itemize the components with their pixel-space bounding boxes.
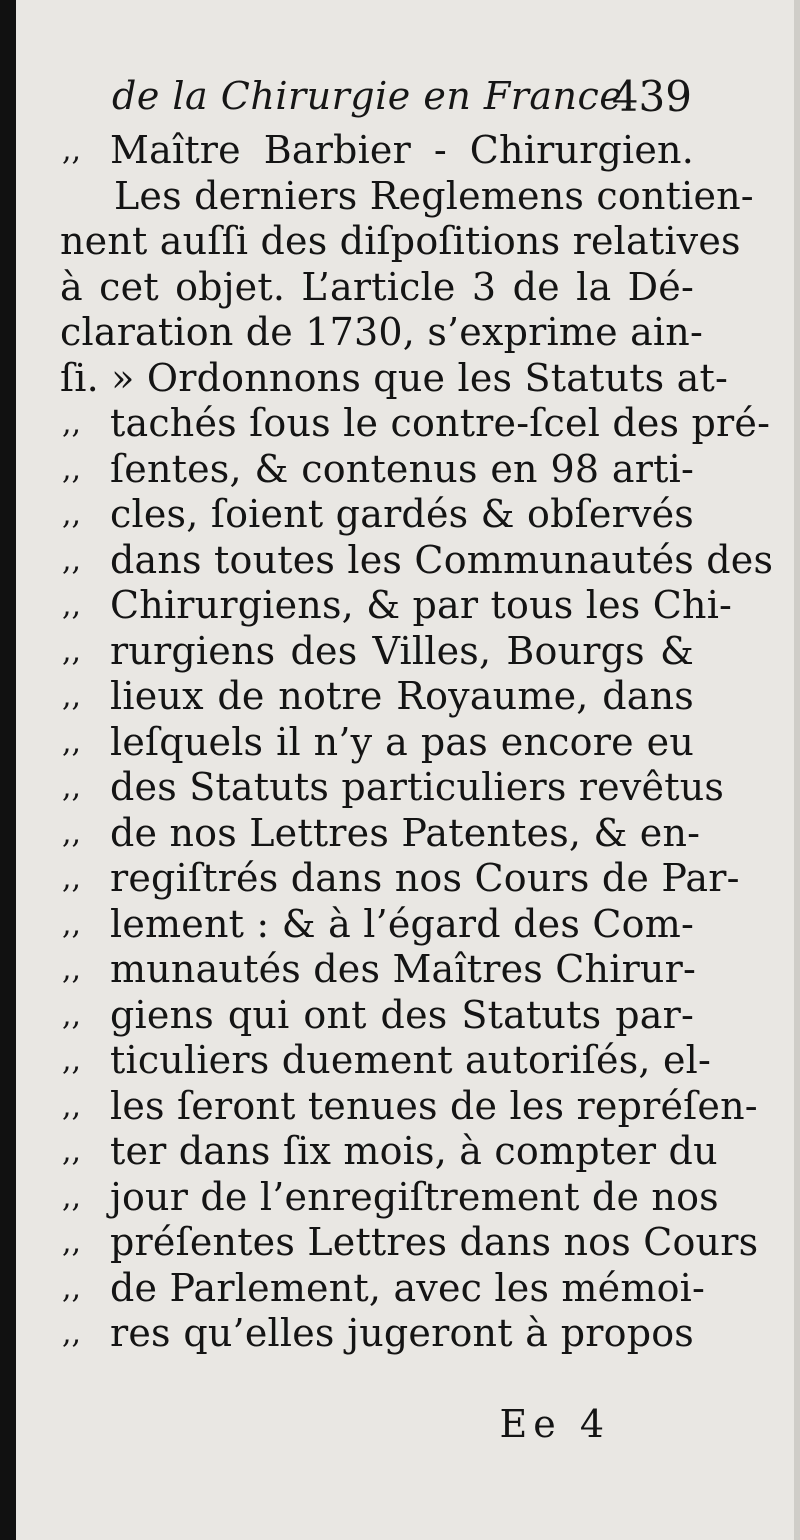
page-number: 439 (611, 72, 692, 121)
text-line (54, 1038, 712, 1084)
text-line (54, 1083, 758, 1130)
line-text: jour de l’enregiſtrement de nos (110, 1174, 719, 1219)
line-text: nent auſſi des diſpoſitions relatives (60, 219, 741, 263)
text-line (54, 401, 771, 447)
quotation-mark: ,, (62, 133, 82, 168)
line-text: Maître Barbier - Chirurgien. (110, 128, 694, 172)
quotation-mark: ,, (62, 997, 82, 1033)
line-text: ter dans ſix mois, à compter du (110, 1129, 718, 1173)
text-line (54, 856, 740, 902)
quotation-mark: ,, (62, 952, 82, 987)
text-line (54, 1129, 718, 1175)
line-text: regiſtrés dans nos Cours de Par- (110, 856, 740, 900)
quotation-mark: ,, (62, 406, 82, 441)
text-line (54, 1265, 706, 1312)
text-line (54, 1174, 719, 1221)
text-line (54, 810, 701, 857)
quotation-mark: ,, (62, 861, 82, 896)
line-text: res qu’elles jugeront à propos (110, 1311, 694, 1355)
page-binding-edge (0, 0, 16, 1540)
line-text: Les derniers Reglemens contien- (114, 173, 754, 218)
quotation-mark: ,, (62, 679, 82, 714)
line-text: rurgiens des Villes, Bourgs & (110, 628, 694, 673)
line-text: ſentes, & contenus en 98 arti- (110, 446, 694, 491)
text-line (54, 128, 694, 174)
text-line (54, 265, 694, 311)
running-title: de la Chirurgie en France. (112, 74, 635, 118)
text-line (54, 1220, 759, 1266)
quotation-mark: ,, (62, 1316, 82, 1351)
text-line (54, 720, 694, 766)
line-text: ſi. » Ordonnons que les Statuts at- (60, 355, 729, 400)
text-line (54, 765, 725, 811)
line-text: à cet objet. L’article 3 de la Dé- (60, 264, 694, 309)
line-text: leſquels il n’y a pas encore eu (110, 719, 694, 764)
quotation-mark: ,, (62, 1179, 82, 1215)
body-text (54, 128, 774, 1357)
line-text: dans toutes les Communautés des (110, 537, 774, 582)
text-line (54, 310, 703, 356)
quotation-mark: ,, (62, 770, 82, 805)
page-fore-edge (794, 0, 800, 1540)
quotation-mark: ,, (62, 633, 82, 669)
line-text: préſentes Lettres dans nos Cours (110, 1220, 759, 1264)
quotation-mark: ,, (62, 451, 82, 487)
text-line (54, 583, 733, 629)
text-line (54, 355, 729, 402)
quotation-mark: ,, (62, 1088, 82, 1124)
quotation-mark: ,, (62, 542, 82, 578)
line-text: giens qui ont des Statuts par- (110, 992, 694, 1037)
text-line (54, 492, 694, 538)
text-line (54, 629, 694, 675)
line-text: Chirurgiens, & par tous les Chi- (110, 583, 733, 627)
quotation-mark: ,, (62, 724, 82, 760)
text-line (54, 219, 741, 265)
line-text: lement : & à l’égard des Com- (110, 901, 694, 946)
line-text: les ſeront tenues de les repréſen- (110, 1083, 758, 1128)
text-line (54, 674, 694, 720)
quotation-mark: ,, (62, 1134, 82, 1169)
running-head (112, 68, 692, 128)
quotation-mark: ,, (62, 815, 82, 851)
text-line (54, 947, 697, 993)
quotation-mark: ,, (62, 906, 82, 942)
line-text: lieux de notre Royaume, dans (110, 674, 694, 718)
text-line (54, 902, 694, 948)
text-line (54, 173, 754, 220)
text-line (54, 447, 694, 493)
catchword-signature: Ee 4 (499, 1402, 610, 1446)
text-line (54, 537, 774, 584)
quotation-mark: ,, (62, 497, 82, 532)
line-text: de nos Lettres Patentes, & en- (110, 810, 701, 855)
quotation-mark: ,, (62, 1043, 82, 1078)
line-text: ticuliers duement autoriſés, el- (110, 1038, 712, 1082)
line-text: tachés ſous le contre-ſcel des pré- (110, 401, 771, 445)
quotation-mark: ,, (62, 588, 82, 623)
line-text: de Parlement, avec les mémoi- (110, 1265, 706, 1310)
line-text: cles, ſoient gardés & obſervés (110, 492, 694, 536)
line-text: des Statuts particuliers revêtus (110, 765, 725, 809)
line-text: munautés des Maîtres Chirur- (110, 947, 697, 991)
quotation-mark: ,, (62, 1225, 82, 1260)
text-line (54, 993, 694, 1039)
line-text: claration de 1730, s’exprime ain- (60, 310, 703, 354)
quotation-mark: ,, (62, 1270, 82, 1306)
text-line (54, 1311, 694, 1357)
